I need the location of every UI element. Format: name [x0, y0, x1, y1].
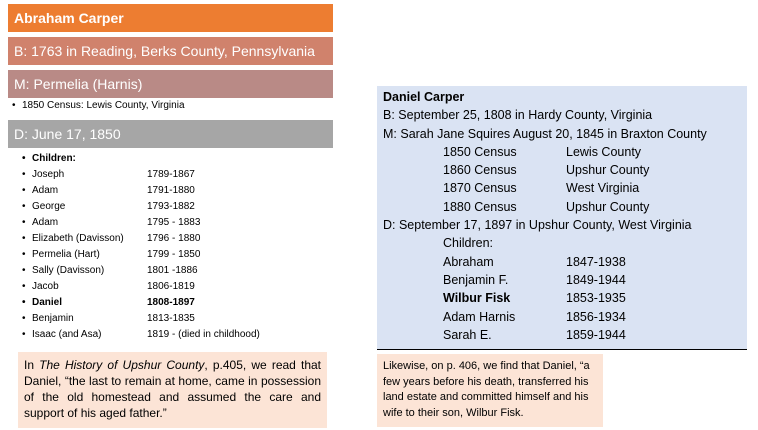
child-name: • Jacob: [32, 281, 59, 292]
child-row: [32, 327, 260, 343]
census-place: West Virginia: [566, 181, 640, 196]
abraham-name: Abraham Carper: [14, 10, 124, 26]
child-name: • Elizabeth (Davisson): [32, 233, 124, 244]
child-years: 1856-1934: [566, 309, 626, 324]
abraham-death-bar: [8, 120, 333, 148]
child-name: • Permelia (Hart): [32, 249, 100, 260]
child-row: [32, 263, 198, 279]
child-years: 1859-1944: [566, 327, 626, 342]
child-name: • Sally (Davisson): [32, 265, 105, 276]
child-row: [32, 231, 201, 247]
child-years: 1853-1935: [566, 291, 626, 306]
census-place: Upshur County: [566, 163, 650, 178]
abraham-marriage-bar: [8, 70, 333, 98]
child-years: 1808-1897: [147, 297, 195, 308]
daniel-children-heading: Children:: [443, 236, 494, 251]
child-row: [32, 183, 195, 199]
child-name: Benjamin F.: [443, 272, 509, 287]
quote-text: , p.405, we read that Daniel, “the last to remain at home, came in possession of the old homestead and assumed the care and support of his aged father.”: [24, 358, 322, 420]
quote-prefix: In: [24, 358, 40, 372]
census-row: [383, 179, 741, 197]
child-name: Adam Harnis: [443, 309, 516, 324]
child-years: 1799 - 1850: [147, 249, 201, 260]
child-name: Wilbur Fisk: [443, 291, 511, 306]
abraham-census-note: • 1850 Census: Lewis County, Virginia: [22, 100, 185, 111]
child-years: 1789-1867: [147, 169, 195, 180]
child-row: [32, 215, 201, 231]
child-row: [32, 279, 195, 295]
abraham-marriage: M: Permelia (Harnis): [14, 76, 143, 92]
abraham-birth: B: 1763 in Reading, Berks County, Pennsylvania: [14, 43, 315, 59]
abraham-children-list: [32, 151, 260, 343]
abraham-name-bar: [8, 4, 333, 32]
child-row: [32, 167, 195, 183]
page406-quote-box: Likewise, on p. 406, we find that Daniel, “a few years before his death, transferred his land estate and committed himself and his wife to their son, Wilbur Fisk.: [377, 354, 603, 427]
child-years: 1791-1880: [147, 185, 195, 196]
daniel-child-row-highlighted: [383, 289, 741, 307]
child-years: 1801 -1886: [147, 265, 198, 276]
abraham-death: D: June 17, 1850: [14, 126, 121, 142]
child-years: 1806-1819: [147, 281, 195, 292]
census-label: 1880 Census: [443, 199, 517, 214]
child-name: • Benjamin: [32, 313, 74, 324]
census-label: 1850 Census: [443, 144, 517, 159]
child-years: 1819 - (died in childhood): [147, 329, 260, 340]
child-name: • Adam: [32, 185, 59, 196]
daniel-birth: B: September 25, 1808 in Hardy County, Virginia: [383, 108, 653, 123]
census-row: [383, 143, 741, 161]
child-name: Sarah E.: [443, 327, 492, 342]
book-title: The History of Upshur County: [39, 358, 205, 372]
census-place: Lewis County: [566, 144, 642, 159]
daniel-child-row: [383, 271, 741, 289]
child-years: 1847-1938: [566, 254, 626, 269]
child-name: • Adam: [32, 217, 59, 228]
history-quote-box: [18, 352, 327, 428]
census-label: 1860 Census: [443, 163, 517, 178]
child-name: • Isaac (and Asa): [32, 329, 102, 340]
child-row-highlighted: [32, 295, 195, 311]
child-row: [32, 311, 195, 327]
child-row: [32, 199, 195, 215]
child-years: 1796 - 1880: [147, 233, 201, 244]
child-name: • Joseph: [32, 169, 65, 180]
child-row: [32, 247, 201, 263]
daniel-marriage: M: Sarah Jane Squires August 20, 1845 in Braxton County: [383, 126, 707, 141]
child-name: • George: [32, 201, 66, 212]
census-label: 1870 Census: [443, 181, 517, 196]
child-years: 1795 - 1883: [147, 217, 201, 228]
child-years: 1813-1835: [147, 313, 195, 324]
abraham-birth-bar: [8, 37, 333, 65]
daniel-child-row: [383, 308, 741, 326]
daniel-death: D: September 17, 1897 in Upshur County, West Virginia: [383, 218, 692, 233]
daniel-info-panel: [377, 86, 747, 350]
daniel-child-row: [383, 326, 741, 344]
census-row: [383, 198, 741, 216]
daniel-name: Daniel Carper: [383, 90, 465, 104]
daniel-child-row: [383, 253, 741, 271]
child-name: Abraham: [443, 254, 494, 269]
child-years: 1793-1882: [147, 201, 195, 212]
census-row: [383, 161, 741, 179]
child-name: • Daniel: [32, 297, 63, 308]
census-place: Upshur County: [566, 199, 650, 214]
child-years: 1849-1944: [566, 272, 626, 287]
children-heading: • Children:: [32, 151, 76, 167]
